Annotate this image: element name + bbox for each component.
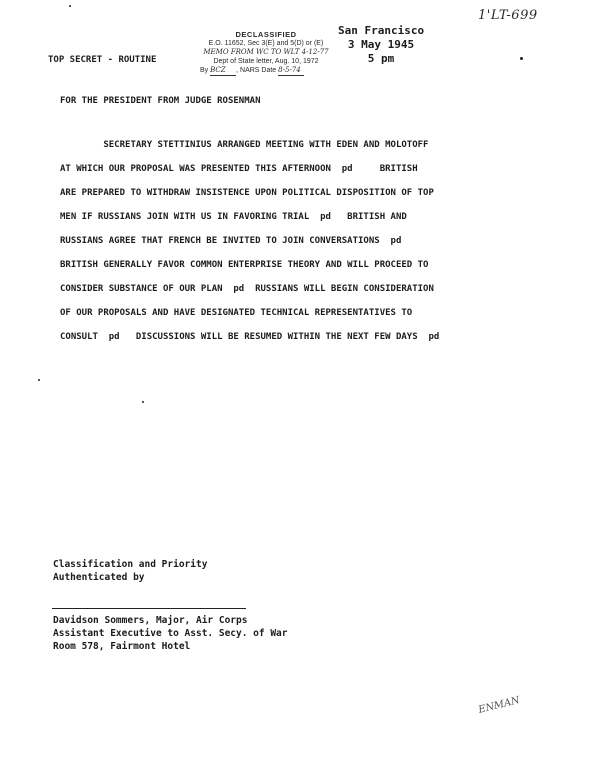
handwritten-reference-number: 1'LT-699: [478, 8, 538, 23]
stamp-by-date: 8-5-74: [278, 66, 304, 76]
body-line-1: SECRETARY STETTINIUS ARRANGED MEETING WITH EDEN AND MOLOTOFF: [60, 140, 429, 150]
dateline-date: 3 May 1945: [347, 38, 415, 51]
authentication-line-1: Classification and Priority: [53, 559, 208, 570]
speck-mark: [520, 57, 523, 60]
body-line-9: CONSULT pd DISCUSSIONS WILL BE RESUMED WITHIN THE NEXT FEW DAYS pd: [60, 332, 440, 342]
declassification-stamp: [186, 30, 346, 76]
stamp-by-line: [186, 66, 346, 76]
signature-rule: [52, 608, 246, 609]
handwritten-scrawl: ENMAN: [477, 695, 521, 716]
stamp-by-label: By: [200, 67, 209, 74]
stamp-by-initials: BCZ: [210, 66, 236, 76]
stamp-by-suffix: , NARS Date: [236, 67, 277, 74]
stamp-line-3: Dept of State letter, Aug. 10, 1972: [213, 58, 319, 65]
speck-mark: [142, 401, 144, 403]
signature-location: Room 578, Fairmont Hotel: [53, 641, 191, 652]
dateline: [338, 24, 424, 66]
speck-mark: [69, 5, 71, 7]
signature-name: Davidson Sommers, Major, Air Corps: [53, 615, 248, 626]
stamp-line-2: MEMO FROM WC TO WLT 4-12-77: [203, 48, 329, 56]
classification-line: TOP SECRET - ROUTINE: [48, 55, 157, 65]
signature-block: [53, 614, 288, 653]
dateline-time: 5 pm: [367, 52, 395, 65]
body-line-7: CONSIDER SUBSTANCE OF OUR PLAN pd RUSSIANS WILL BEGIN CONSIDERATION: [60, 284, 434, 294]
stamp-title: DECLASSIFIED: [235, 30, 297, 39]
body-line-2: AT WHICH OUR PROPOSAL WAS PRESENTED THIS AFTERNOON pd BRITISH: [60, 164, 418, 174]
body-line-4: MEN IF RUSSIANS JOIN WITH US IN FAVORING TRIAL pd BRITISH AND: [60, 212, 407, 222]
dateline-city: San Francisco: [338, 24, 425, 37]
body-line-6: BRITISH GENERALLY FAVOR COMMON ENTERPRISE THEORY AND WILL PROCEED TO: [60, 260, 429, 270]
body-line-3: ARE PREPARED TO WITHDRAW INSISTENCE UPON POLITICAL DISPOSITION OF TOP: [60, 188, 434, 198]
signature-title: Assistant Executive to Asst. Secy. of War: [53, 628, 288, 639]
authentication-block: [53, 558, 207, 584]
stamp-line-1: E.O. 11652, Sec 3(E) and 5(D) or (E): [208, 40, 324, 47]
body-line-8: OF OUR PROPOSALS AND HAVE DESIGNATED TECHNICAL REPRESENTATIVES TO: [60, 308, 413, 318]
authentication-line-2: Authenticated by: [53, 572, 145, 583]
from-line: FOR THE PRESIDENT FROM JUDGE ROSENMAN: [60, 96, 261, 106]
speck-mark: [38, 379, 40, 381]
body-line-5: RUSSIANS AGREE THAT FRENCH BE INVITED TO JOIN CONVERSATIONS pd: [60, 236, 402, 246]
